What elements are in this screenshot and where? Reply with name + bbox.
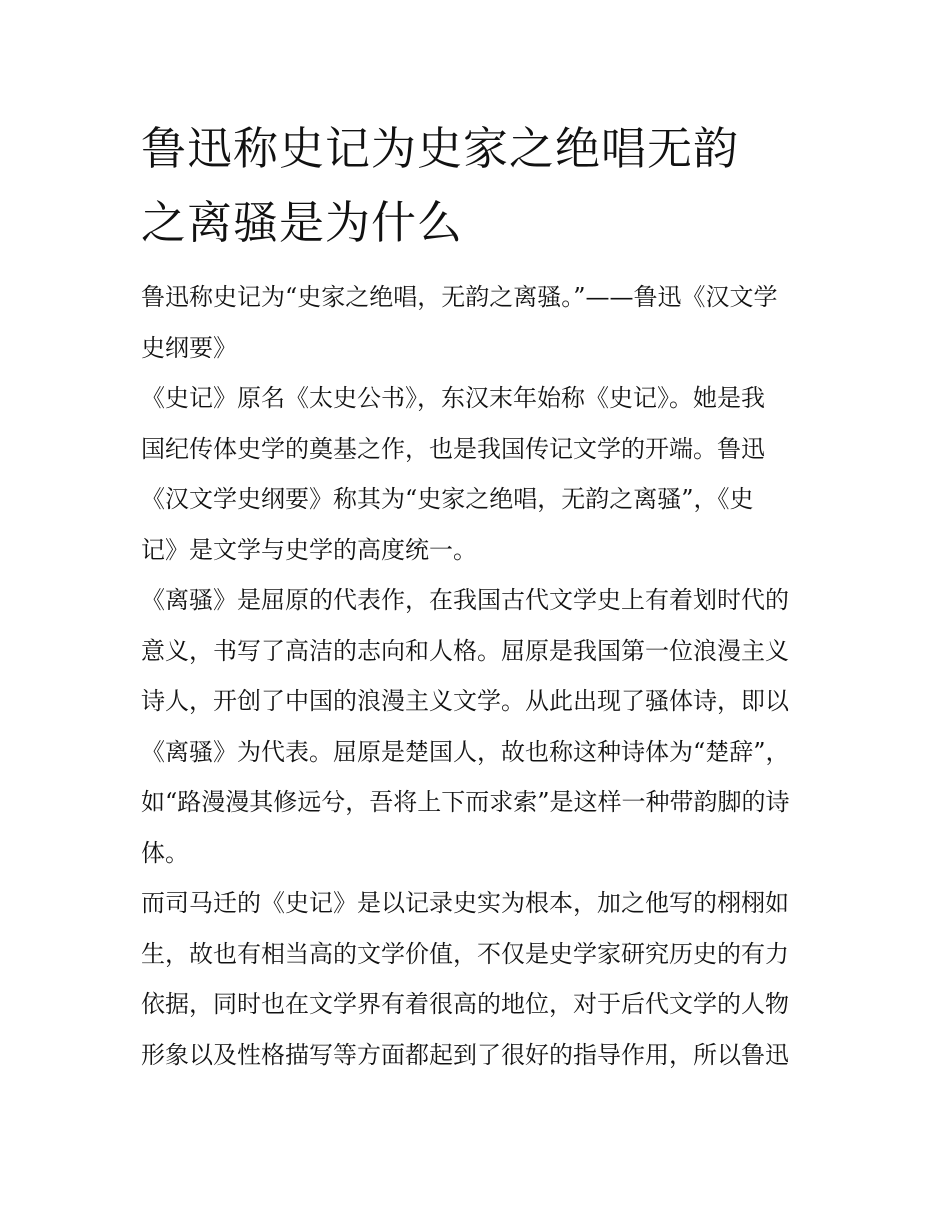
text-line: 如“路漫漫其修远兮，吾将上下而求索”是这样一种带韵脚的诗 xyxy=(141,788,790,816)
title-line: 鲁迅称史记为史家之绝唱无韵 xyxy=(141,122,740,175)
text-line: 依据，同时也在文学界有着很高的地位，对于后代文学的人物 xyxy=(141,990,789,1018)
text-line: 国纪传体史学的奠基之作，也是我国传记文学的开端。鲁迅 xyxy=(141,434,765,463)
text-line: 而司马迁的《史记》是以记录史实为根本，加之他写的栩栩如 xyxy=(141,889,789,917)
text-line: 形象以及性格描写等方面都起到了很好的指导作用，所以鲁迅 xyxy=(141,1040,789,1069)
body-text xyxy=(141,272,816,1080)
text-line: 诗人，开创了中国的浪漫主义文学。从此出现了骚体诗，即以 xyxy=(141,687,789,715)
document-content xyxy=(141,112,816,1080)
text-line: 《离骚》是屈原的代表作，在我国古代文学史上有着划时代的 xyxy=(141,586,789,614)
page-title xyxy=(141,112,816,260)
text-line: 《离骚》为代表。屈原是楚国人，故也称这种诗体为“楚辞”， xyxy=(141,737,790,766)
text-line: 意义，书写了高洁的志向和人格。屈原是我国第一位浪漫主义 xyxy=(141,636,789,665)
text-line: 鲁迅称史记为“史家之绝唱，无韵之离骚。”——鲁迅《汉文学 xyxy=(141,283,778,311)
text-line: 《史记》原名《太史公书》，东汉末年始称《史记》。她是我 xyxy=(141,384,765,412)
title-line: 之离骚是为什么 xyxy=(141,196,464,249)
text-line: 体。 xyxy=(141,838,189,867)
text-line: 《汉文学史纲要》称其为“史家之绝唱，无韵之离骚”，《史 xyxy=(141,485,754,513)
text-line: 记》是文学与史学的高度统一。 xyxy=(141,535,477,564)
text-line: 生，故也有相当高的文学价值，不仅是史学家研究历史的有力 xyxy=(141,939,789,968)
text-line: 史纲要》 xyxy=(141,333,237,362)
